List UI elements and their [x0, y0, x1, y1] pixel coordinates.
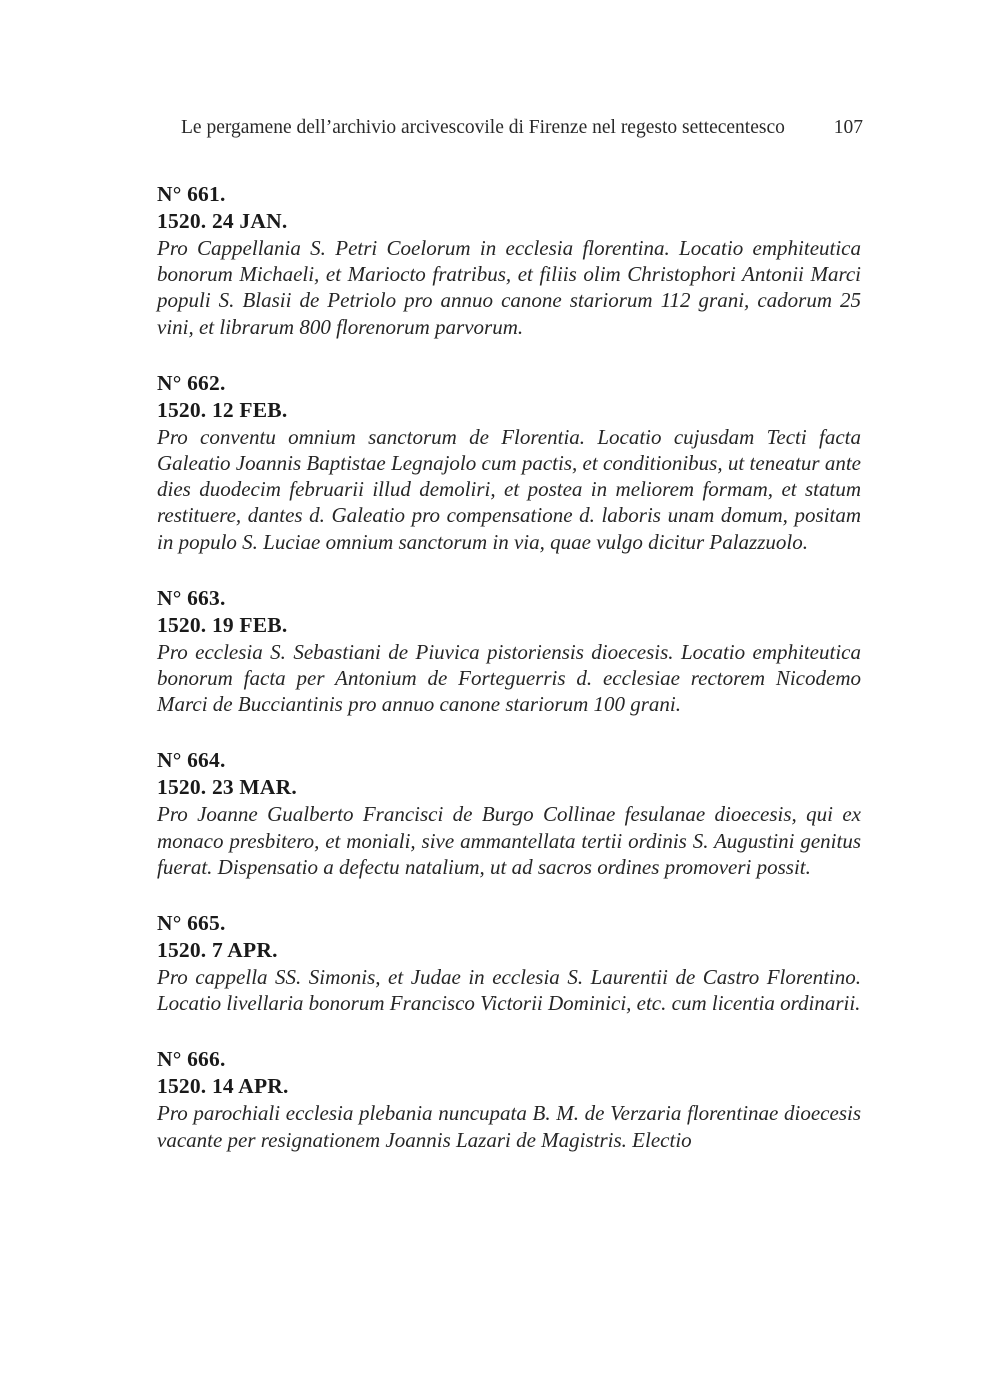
entry-number: N° 661. [157, 182, 226, 206]
entry-text: Pro ecclesia S. Sebastiani de Piuvica pistoriensis dioecesis. Locatio emphiteutica bonorum facta per Antonium de Forteguerris d. ecclesiae rectorem Nicodemo Marci de Bucciantinis pro annuo canone stariorum 100 grani. [157, 639, 861, 717]
entry-date: 1520. 23 MAR. [157, 775, 297, 800]
regesto-entries [157, 181, 861, 1183]
running-header [181, 114, 863, 142]
entry-665 [157, 910, 861, 1016]
entry-date: 1520. 24 JAN. [157, 209, 288, 233]
entry-text: Pro Joanne Gualberto Francisci de Burgo Collinae fesulanae dioecesis, qui ex monaco presbitero, et moniali, sive ammantellata tertii ordinis S. Augustini genitus fuerat. Dispensatio a defectu natalium, ut ad sacros ordines promoveri possit. [157, 802, 861, 879]
header-title: Le pergamene dell’archivio arcivescovile di Firenze nel regesto settecentesco [181, 117, 785, 138]
entry-date: 1520. 12 FEB. [157, 397, 288, 422]
entry-date: 1520. 7 APR. [157, 938, 278, 963]
entry-text: Pro Cappellania S. Petri Coelorum in ecclesia florentina. Locatio emphiteutica bonorum Michaeli, et Mariocto fratribus, et filiis olim Christophori Antonii Marci populi S. Blasii de Petriolo pro annuo canone stariorum 112 grani, cadorum 25 vini, et librarum 800 florenorum parvorum. [157, 236, 861, 339]
entry-text: Pro cappella SS. Simonis, et Judae in ecclesia S. Laurentii de Castro Florentino. Locatio livellaria bonorum Francisco Victorii Dominici, etc. cum licentia ordinarii. [157, 965, 861, 1016]
entry-663 [157, 585, 861, 718]
entry-664 [157, 747, 861, 880]
entry-date: 1520. 14 APR. [157, 1074, 289, 1099]
page-number: 107 [833, 117, 863, 138]
entry-date: 1520. 19 FEB. [157, 612, 288, 637]
entry-662 [157, 370, 861, 555]
entry-number: N° 666. [157, 1047, 226, 1072]
entry-number: N° 664. [157, 748, 226, 773]
entry-number: N° 665. [157, 911, 226, 936]
entry-number: N° 662. [157, 370, 226, 395]
entry-text: Pro parochiali ecclesia plebania nuncupata B. M. de Verzaria florentinae dioecesis vacante per resignationem Joannis Lazari de Magistris. Electio [157, 1101, 861, 1152]
entry-text: Pro conventu omnium sanctorum de Florentia. Locatio cujusdam Tecti facta Galeatio Joannis Baptistae Legnajolo cum pactis, et conditionibus, ut teneatur ante dies duodecim februarii illud demoliri, et postea in meliorem formam, et statum restituere, dantes d. Galeatio pro compensatione d. laboris unam domum, positam in populo S. Luciae omnium sanctorum in via, quae vulgo dicitur Palazzuolo. [157, 424, 861, 554]
entry-number: N° 663. [157, 585, 226, 610]
entry-661 [157, 181, 861, 340]
entry-666 [157, 1046, 861, 1152]
